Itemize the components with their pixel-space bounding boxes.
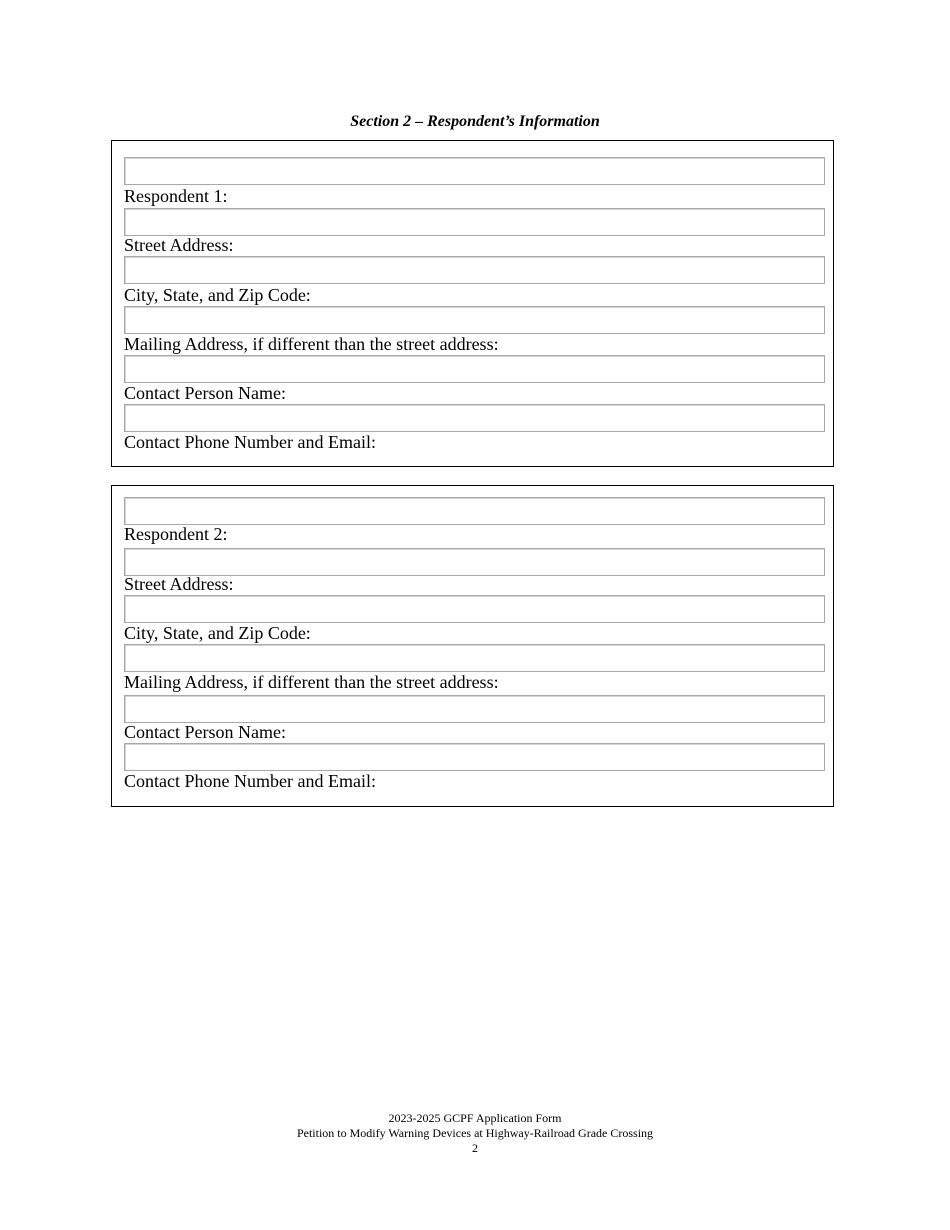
footer-form-title: 2023-2025 GCPF Application Form xyxy=(388,1111,562,1125)
respondent-1-label: Respondent 1: xyxy=(124,186,228,206)
respondent-1-city-label: City, State, and Zip Code: xyxy=(124,285,311,305)
page-number: 2 xyxy=(472,1141,478,1155)
respondent-1-street-label: Street Address: xyxy=(124,235,234,255)
respondent-1-contact-phone-input[interactable] xyxy=(124,404,825,432)
respondent-2-contact-name-input[interactable] xyxy=(124,695,825,723)
respondent-2-contact-phone-label: Contact Phone Number and Email: xyxy=(124,771,376,791)
respondent-2-contact-name-label: Contact Person Name: xyxy=(124,722,286,742)
respondent-2-label: Respondent 2: xyxy=(124,524,228,544)
respondent-1-contact-name-input[interactable] xyxy=(124,355,825,383)
respondent-2-street-input[interactable] xyxy=(124,548,825,576)
page-footer xyxy=(0,1111,950,1156)
footer-petition-title: Petition to Modify Warning Devices at Highway-Railroad Grade Crossing xyxy=(296,1126,654,1140)
respondent-1-contact-name-label: Contact Person Name: xyxy=(124,383,286,403)
respondent-1-name-input[interactable] xyxy=(124,157,825,185)
respondent-1-street-input[interactable] xyxy=(124,208,825,236)
respondent-2-mailing-input[interactable] xyxy=(124,644,825,672)
respondent-2-street-label: Street Address: xyxy=(124,574,234,594)
respondent-2-city-label: City, State, and Zip Code: xyxy=(124,623,311,643)
respondent-2-name-input[interactable] xyxy=(124,497,825,525)
respondent-1-mailing-label: Mailing Address, if different than the street address: xyxy=(124,334,499,354)
respondent-1-contact-phone-label: Contact Phone Number and Email: xyxy=(124,432,376,452)
section-title: Section 2 – Respondent’s Information xyxy=(350,113,600,130)
respondent-1-city-input[interactable] xyxy=(124,256,825,284)
respondent-2-mailing-label: Mailing Address, if different than the street address: xyxy=(124,672,499,692)
respondent-2-city-input[interactable] xyxy=(124,595,825,623)
respondent-2-contact-phone-input[interactable] xyxy=(124,743,825,771)
respondent-2-box xyxy=(111,485,834,807)
respondent-1-box xyxy=(111,140,834,467)
respondent-1-mailing-input[interactable] xyxy=(124,306,825,334)
